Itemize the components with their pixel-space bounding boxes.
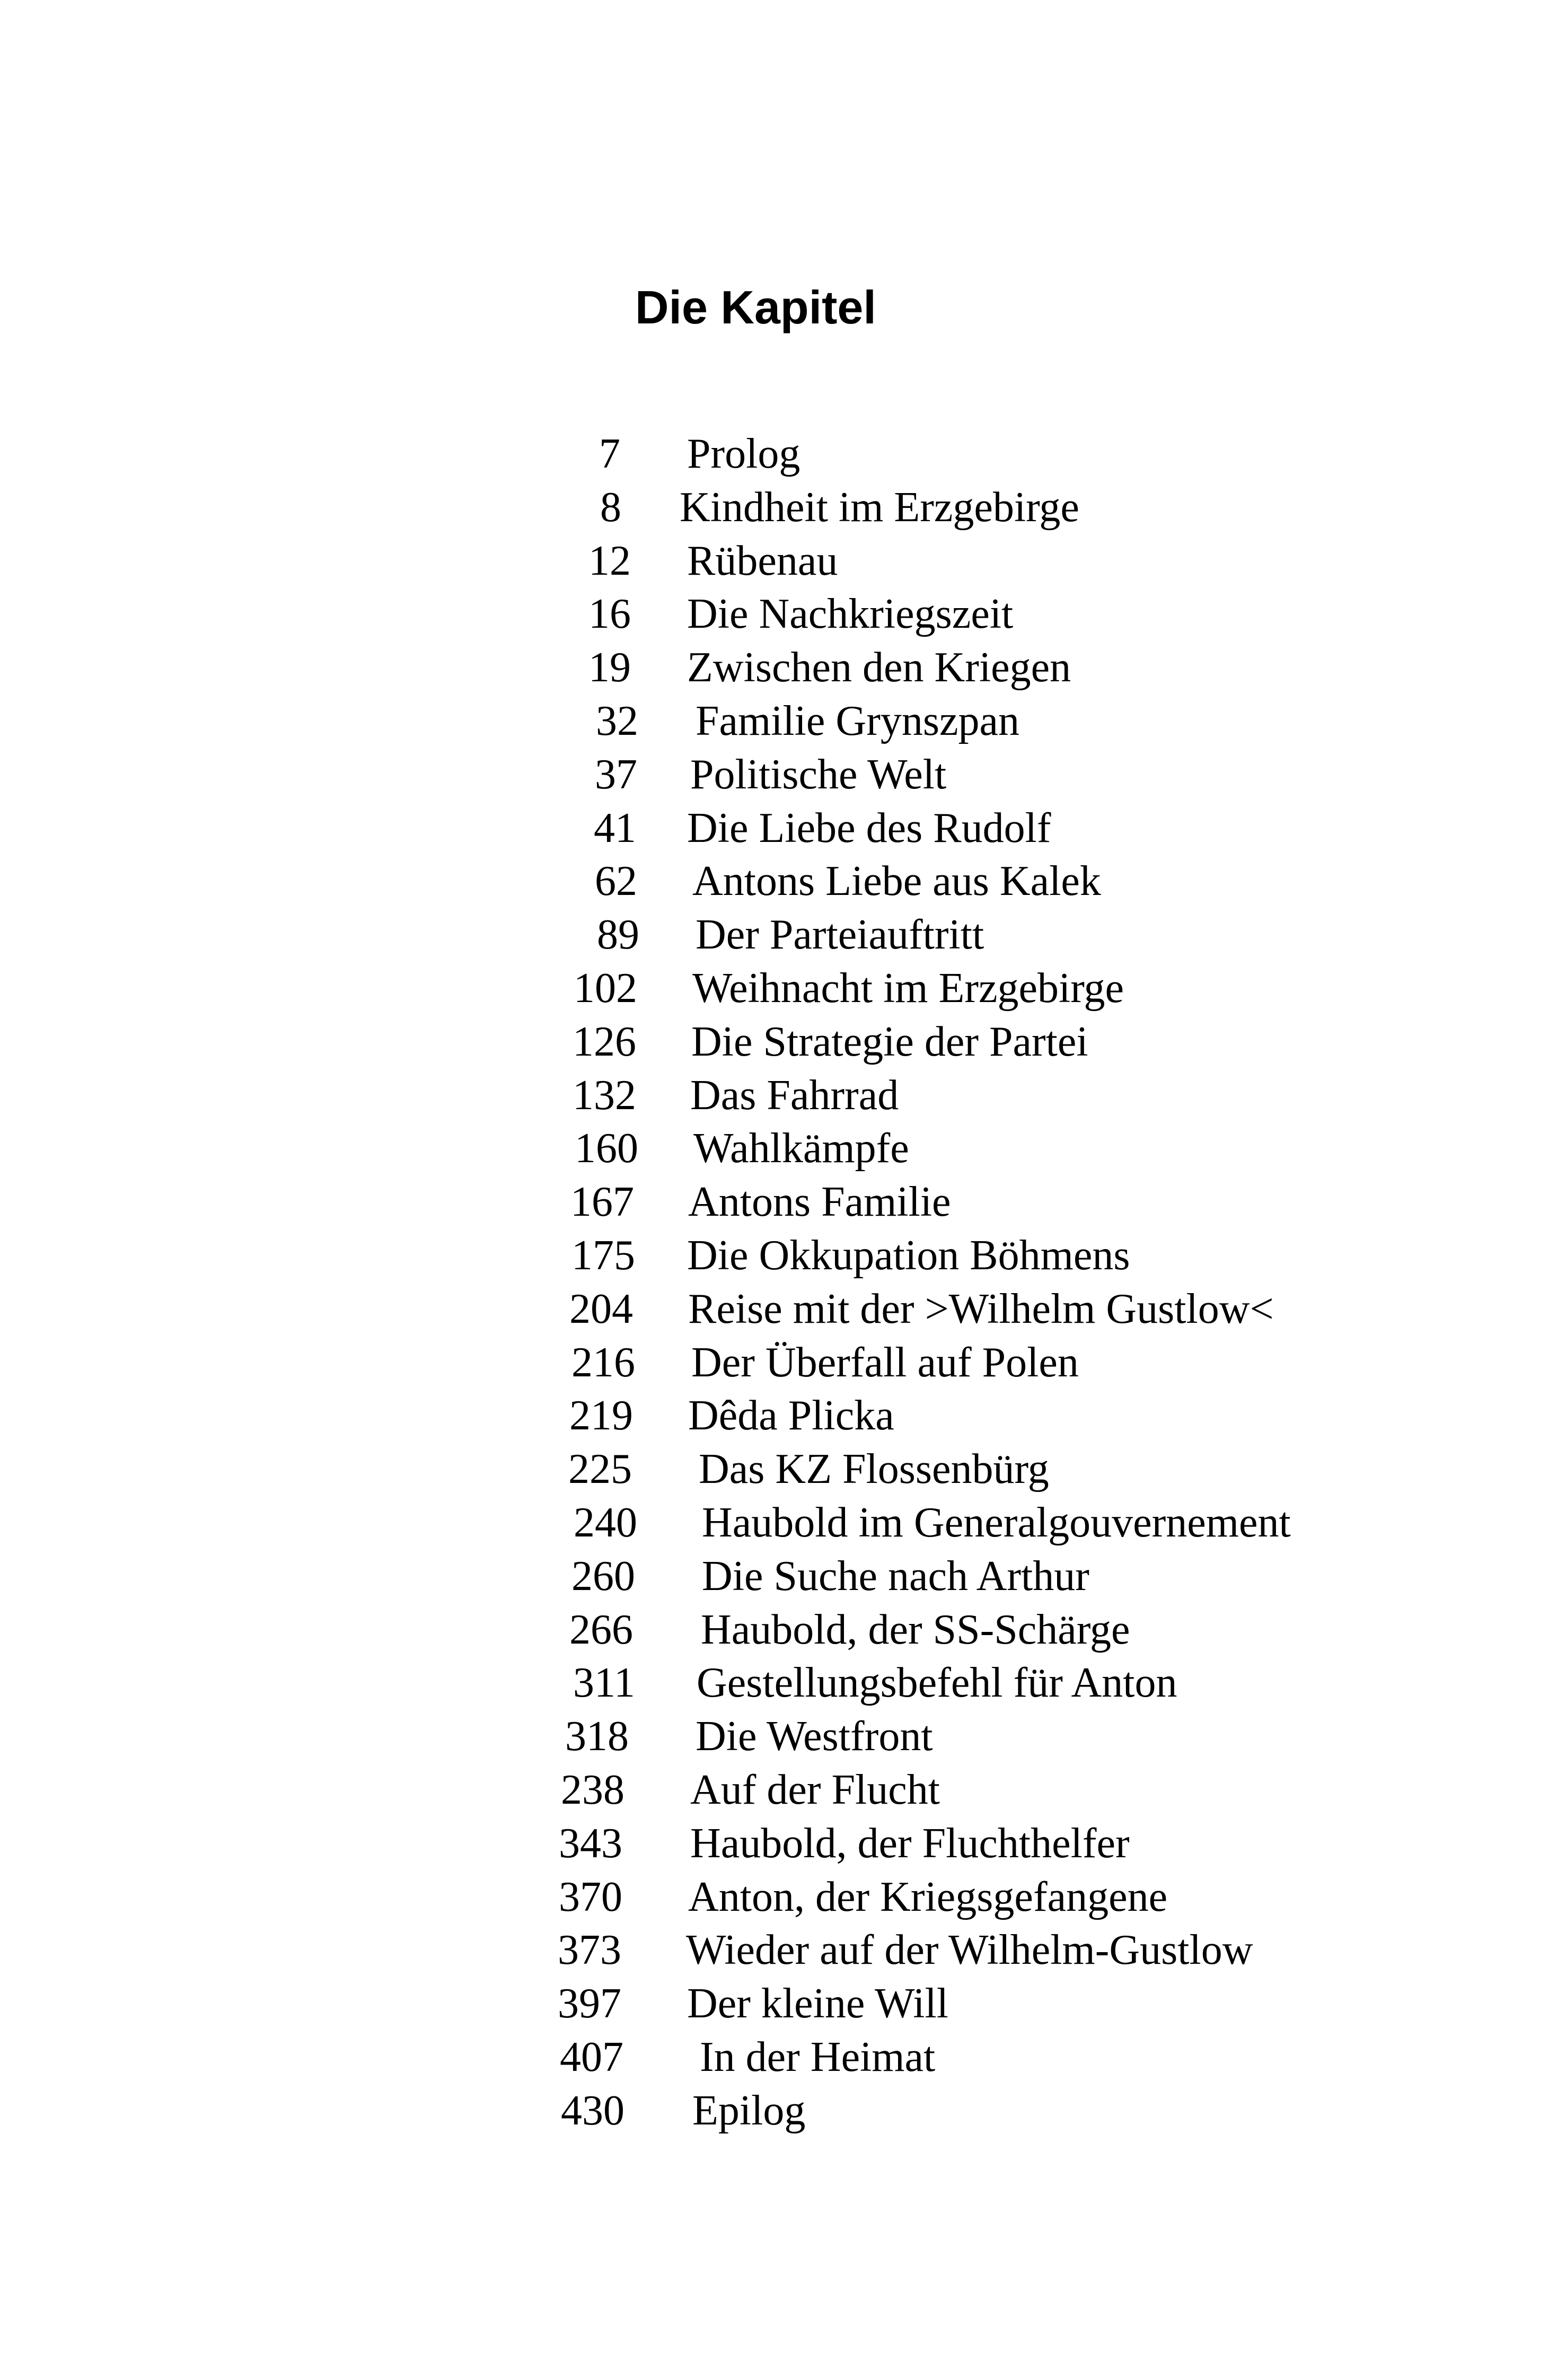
chapter-title: Politische Welt bbox=[690, 751, 947, 798]
chapter-entry bbox=[0, 1336, 1566, 1390]
chapter-page-number: 175 bbox=[571, 1232, 635, 1279]
chapter-page-number: 225 bbox=[568, 1446, 632, 1493]
chapter-title: Die Nachkriegszeit bbox=[687, 591, 1014, 638]
chapter-page-number: 373 bbox=[558, 1927, 621, 1974]
chapter-entry bbox=[0, 1603, 1566, 1657]
chapter-title: Dêda Plicka bbox=[688, 1392, 894, 1439]
chapter-page-number: 216 bbox=[571, 1339, 635, 1386]
chapter-entry bbox=[0, 1122, 1566, 1175]
chapter-entry bbox=[0, 802, 1566, 855]
chapter-title: Reise mit der >Wilhelm Gustlow< bbox=[688, 1285, 1274, 1332]
chapter-title: Die Westfront bbox=[696, 1713, 933, 1760]
chapter-page-number: 132 bbox=[573, 1072, 636, 1119]
chapter-title: Haubold, der Fluchthelfer bbox=[690, 1820, 1130, 1867]
chapter-page-number: 318 bbox=[565, 1713, 629, 1760]
chapter-entry bbox=[0, 962, 1566, 1015]
chapter-title: Zwischen den Kriegen bbox=[687, 644, 1071, 691]
chapter-title: Wahlkämpfe bbox=[693, 1125, 909, 1172]
chapter-title: Wieder auf der Wilhelm-Gustlow bbox=[686, 1927, 1253, 1974]
chapter-page-number: 160 bbox=[575, 1125, 638, 1172]
chapter-entry bbox=[0, 1763, 1566, 1817]
chapter-page-number: 89 bbox=[597, 911, 639, 959]
chapter-title: Antons Liebe aus Kalek bbox=[692, 858, 1101, 905]
chapter-page-number: 430 bbox=[561, 2087, 624, 2134]
chapter-entry bbox=[0, 1389, 1566, 1443]
chapter-entry bbox=[0, 2084, 1566, 2138]
chapter-entry bbox=[0, 481, 1566, 534]
chapter-title: Der Überfall auf Polen bbox=[691, 1339, 1079, 1386]
chapter-page-number: 266 bbox=[569, 1606, 633, 1653]
chapter-title: Rübenau bbox=[687, 537, 838, 584]
chapter-page-number: 16 bbox=[588, 591, 631, 638]
chapter-page-number: 397 bbox=[558, 1980, 621, 2027]
chapter-title: Antons Familie bbox=[688, 1179, 951, 1226]
chapter-entry bbox=[0, 695, 1566, 748]
chapter-entry bbox=[0, 908, 1566, 962]
chapter-entry bbox=[0, 1977, 1566, 2031]
chapter-title: Weihnacht im Erzgebirge bbox=[692, 964, 1124, 1012]
chapter-entry bbox=[0, 1870, 1566, 1924]
chapter-title: Epilog bbox=[692, 2087, 806, 2134]
chapter-page-number: 407 bbox=[560, 2033, 623, 2080]
chapter-page-number: 102 bbox=[574, 964, 637, 1012]
chapter-page-number: 240 bbox=[574, 1499, 637, 1546]
chapter-entry bbox=[0, 1069, 1566, 1122]
chapter-entry bbox=[0, 1924, 1566, 1977]
chapter-page-number: 238 bbox=[561, 1766, 624, 1813]
chapter-title: Gestellungsbefehl für Anton bbox=[697, 1659, 1177, 1707]
chapter-title: Die Okkupation Böhmens bbox=[687, 1232, 1130, 1279]
chapter-entry bbox=[0, 1283, 1566, 1336]
chapter-title: Anton, der Kriegsgefangene bbox=[688, 1873, 1168, 1920]
chapter-page-number: 311 bbox=[573, 1659, 635, 1707]
chapter-entry bbox=[0, 748, 1566, 802]
chapter-page-number: 167 bbox=[570, 1179, 634, 1226]
chapter-title: Prolog bbox=[687, 431, 800, 477]
chapter-page-number: 7 bbox=[599, 431, 620, 477]
chapter-entry bbox=[0, 427, 1566, 481]
chapter-page-number: 32 bbox=[596, 697, 638, 744]
chapter-entry bbox=[0, 1229, 1566, 1283]
chapter-page-number: 41 bbox=[594, 804, 636, 851]
chapter-page-number: 343 bbox=[559, 1820, 622, 1867]
chapter-page-number: 12 bbox=[588, 537, 631, 584]
chapter-list bbox=[0, 427, 1566, 2138]
chapter-page-number: 37 bbox=[595, 751, 637, 798]
chapter-entry bbox=[0, 1550, 1566, 1603]
chapter-entry bbox=[0, 1656, 1566, 1710]
chapter-title: Der Parteiauftritt bbox=[696, 911, 984, 959]
chapter-title: Die Liebe des Rudolf bbox=[687, 804, 1051, 851]
chapter-title: Haubold, der SS-Schärge bbox=[701, 1606, 1130, 1653]
chapter-page-number: 19 bbox=[588, 644, 631, 691]
chapter-entry bbox=[0, 1443, 1566, 1496]
chapter-title: Familie Grynszpan bbox=[696, 697, 1019, 744]
chapter-title: Haubold im Generalgouvernement bbox=[702, 1499, 1291, 1546]
chapter-entry bbox=[0, 641, 1566, 695]
chapter-entry bbox=[0, 587, 1566, 641]
chapter-page-number: 8 bbox=[600, 484, 621, 531]
chapter-page-number: 219 bbox=[569, 1392, 633, 1439]
chapter-entry bbox=[0, 1015, 1566, 1069]
chapter-page-number: 204 bbox=[569, 1285, 633, 1332]
chapter-page-number: 370 bbox=[559, 1873, 622, 1920]
chapter-title: Der kleine Will bbox=[687, 1980, 948, 2027]
chapter-entry bbox=[0, 1496, 1566, 1550]
chapter-entry bbox=[0, 855, 1566, 908]
chapter-entry bbox=[0, 1710, 1566, 1763]
chapter-title: Die Strategie der Partei bbox=[691, 1018, 1088, 1065]
chapter-entry bbox=[0, 1175, 1566, 1229]
chapter-page-number: 126 bbox=[573, 1018, 636, 1065]
chapter-page-number: 260 bbox=[571, 1552, 635, 1600]
chapter-title: Das Fahrrad bbox=[690, 1072, 899, 1119]
chapter-title: Die Suche nach Arthur bbox=[702, 1552, 1089, 1600]
chapter-title: Das KZ Flossenbürg bbox=[699, 1446, 1049, 1493]
chapter-title: Auf der Flucht bbox=[690, 1766, 940, 1813]
chapter-page-number: 62 bbox=[595, 858, 637, 905]
page-title: Die Kapitel bbox=[635, 281, 876, 333]
chapter-title: Kindheit im Erzgebirge bbox=[680, 484, 1079, 531]
chapter-entry bbox=[0, 534, 1566, 588]
chapter-entry bbox=[0, 1817, 1566, 1870]
chapter-title: In der Heimat bbox=[700, 2033, 936, 2080]
chapter-entry bbox=[0, 2031, 1566, 2084]
